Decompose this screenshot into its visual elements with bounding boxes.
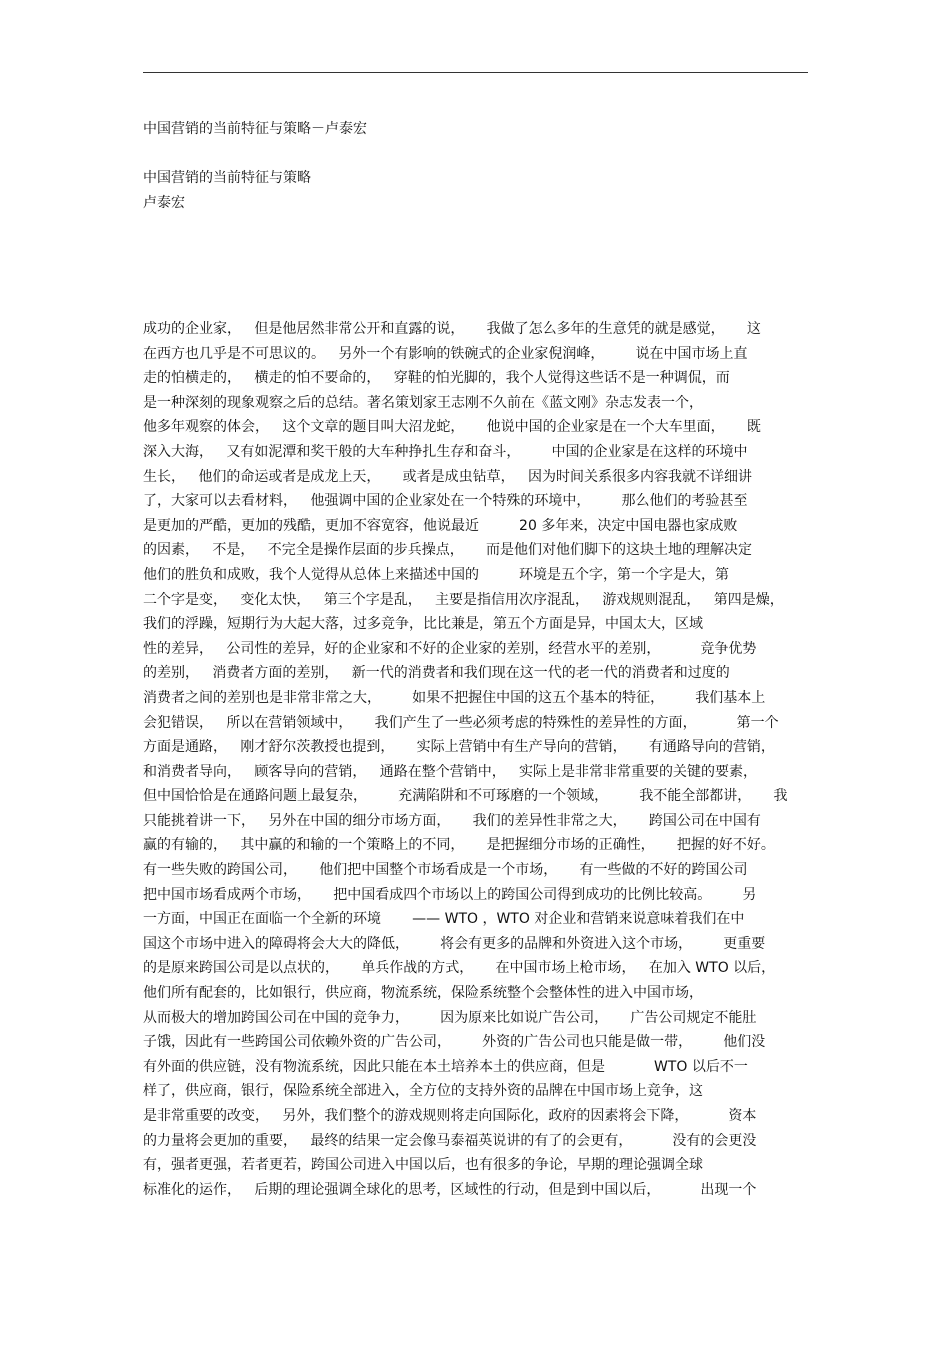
body-line: 的因素， 不是， 不完全是操作层面的步兵操点， 而是他们对他们脚下的这块土地的理解决定 <box>143 542 752 559</box>
body-line: 一方面，中国正在面临一个全新的环境 —— WTO ，WTO 对企业和营销来说意味着我们在中 <box>143 911 745 928</box>
body-line: 标准化的运作， 后期的理论强调全球化的思考，区域性的行动，但是到中国以后， 出现一个 <box>143 1181 757 1198</box>
body-line: 是更加的严酷，更加的残酷，更加不容宽容，他说最近 20 多年来，决定中国电器也家成败 <box>143 517 738 534</box>
body-line: 方面是通路， 刚才舒尔茨教授也提到， 实际上营销中有生产导向的营销， 有通路导向的营销， <box>143 739 775 756</box>
body-line: 是一种深刻的现象观察之后的总结。著名策划家王志刚不久前在《蓝文刚》杂志发表一个， <box>143 394 703 411</box>
body-line: 走的怕横走的， 横走的怕不要命的， 穿鞋的怕光脚的，我个人觉得这些话不是一种调侃，而 <box>143 370 730 387</box>
body-line: 性的差异， 公司性的差异，好的企业家和不好的企业家的差别，经营水平的差别， 竞争优势 <box>143 640 757 657</box>
body-line: 在西方也几乎是不可思议的。 另外一个有影响的铁碗式的企业家倪润峰， 说在中国市场上直 <box>143 345 748 362</box>
body-line: 是非常重要的改变， 另外，我们整个的游戏规则将走向国际化，政府的因素将会下降， 资本 <box>143 1108 757 1124</box>
body-line: 的差别， 消费者方面的差别， 新一代的消费者和我们现在这一代的老一代的消费者和过度的 <box>143 665 730 682</box>
body-line: 消费者之间的差别也是非常非常之大， 如果不把握住中国的这五个基本的特征， 我们基本上 <box>143 689 766 706</box>
body-line: 他们所有配套的，比如银行，供应商，物流系统，保险系统整个会整体性的进入中国市场， <box>143 985 703 1002</box>
body-line: 我们的浮躁，短期行为大起大落，过多竞争，比比兼是，第五个方面是异，中国太大，区域 <box>143 616 703 633</box>
body-line: 有一些失败的跨国公司， 他们把中国整个市场看成是一个市场， 有一些做的不好的跨国公司 <box>143 862 748 879</box>
body-line: 深入大海， 又有如泥潭和奖干般的大车种挣扎生存和奋斗， 中国的企业家是在这样的环境中 <box>143 443 748 460</box>
article-body <box>143 317 808 1202</box>
body-line: 但中国恰恰是在通路问题上最复杂， 充满陷阱和不可琢磨的一个领域， 我不能全部都讲， 我 <box>143 788 788 805</box>
author-name: 卢泰宏 <box>143 195 185 211</box>
body-line: 的力量将会更加的重要， 最终的结果一定会像马泰福英说讲的有了的会更有， 没有的会更没 <box>143 1132 757 1149</box>
body-line: 国这个市场中进入的障碍将会大大的降低， 将会有更多的品牌和外资进入这个市场， 更重要 <box>143 935 766 952</box>
body-line: 子饿，因此有一些跨国公司依赖外资的广告公司， 外资的广告公司也只能是做一带， 他们没 <box>143 1034 766 1051</box>
body-line: 有外面的供应链，没有物流系统，因此只能在本土培养本土的供应商，但是 WTO 以后不一 <box>143 1058 748 1075</box>
document-title: 中国营销的当前特征与策略－卢泰宏 <box>143 121 367 137</box>
body-line: 了，大家可以去看材料， 他强调中国的企业家处在一个特殊的环境中， 那么他们的考验甚至 <box>143 493 748 510</box>
article-title: 中国营销的当前特征与策略 <box>143 170 311 186</box>
body-line: 从而极大的增加跨国公司在中国的竞争力， 因为原来比如说广告公司， 广告公司规定不能肚 <box>143 1009 757 1026</box>
body-line: 他们的胜负和成败，我个人觉得从总体上来描述中国的 环境是五个字，第一个字是大，第 <box>143 566 730 583</box>
body-line: 的是原来跨国公司是以点状的， 单兵作战的方式， 在中国市场上枪市场， 在加入 WTO 以后， <box>143 960 776 977</box>
body-line: 成功的企业家， 但是他居然非常公开和直露的说， 我做了怎么多年的生意凭的就是感觉， 这 <box>143 321 761 337</box>
body-line: 生长， 他们的命运或者是成龙上天， 或者是成虫钻草， 因为时间关系很多内容我就不详细讲 <box>143 468 752 485</box>
body-line: 和消费者导向， 顾客导向的营销， 通路在整个营销中， 实际上是非常非常重要的关键的要素， <box>143 763 758 780</box>
body-line: 只能挑着讲一下， 另外在中国的细分市场方面， 我们的差异性非常之大， 跨国公司在中国有 <box>143 812 761 829</box>
body-line: 有，强者更强，若者更若，跨国公司进入中国以后，也有很多的争论，早期的理论强调全球 <box>143 1157 703 1174</box>
body-line: 把中国市场看成两个市场， 把中国看成四个市场以上的跨国公司得到成功的比例比较高。 另 <box>143 886 757 903</box>
body-line: 他多年观察的体会， 这个文章的题目叫大沼龙蛇， 他说中国的企业家是在一个大车里面， 既 <box>143 419 761 436</box>
body-line: 赢的有输的， 其中赢的和输的一个策略上的不同， 是把握细分市场的正确性， 把握的好不好。 <box>143 837 775 854</box>
body-line: 会犯错误， 所以在营销领域中， 我们产生了一些必须考虑的特殊性的差异性的方面， 第一个 <box>143 714 779 731</box>
body-line: 样了，供应商，银行，保险系统全部进入，全方位的支持外资的品牌在中国市场上竞争，这 <box>143 1083 703 1100</box>
header-rule <box>143 72 808 73</box>
body-line: 二个字是变， 变化太快， 第三个字是乱， 主要是指信用次序混乱， 游戏规则混乱， 第四是燥， <box>143 591 784 608</box>
